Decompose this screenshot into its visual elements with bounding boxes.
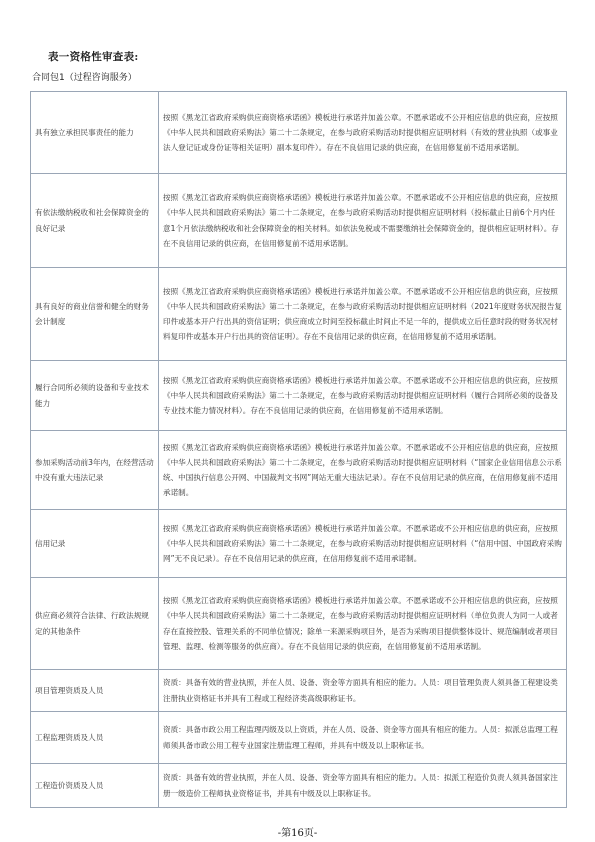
table-row	[31, 361, 567, 431]
description-cell: 按照《黑龙江省政府采购供应商资格承诺函》模板进行承诺并加盖公章。不愿承诺或不公开相应信息的供应商，应按照《中华人民共和国政府采购法》第二十二条规定，在参与政府采购活动时提供相应证明材料（有效的营业执照（或事业法人登记证或身份证等相关证明）副本复印件）。存在不良信用记录的供应商，在信用修复前不适用承诺制。	[159, 92, 567, 174]
page-number: -第16页-	[277, 828, 318, 839]
description-cell: 按照《黑龙江省政府采购供应商资格承诺函》模板进行承诺并加盖公章。不愿承诺或不公开相应信息的供应商，应按照《中华人民共和国政府采购法》第二十二条规定，在参与政府采购活动时提供相应证明材料（单位负责人为同一人或者存在直接控股、管理关系的不同单位情况；除单一来源采购项目外，是否为采购项目提供整体设计、规范编制或者项目管理、监理、检测等服务的供应商）。存在不良信用记录的供应商，在信用修复前不适用承诺制。	[159, 578, 567, 670]
description-cell: 资质：具备有效的营业执照，并在人员、设备、资金等方面具有相应的能力。人员：拟派工程造价负责人须具备国家注册一级造价工程师执业资格证书，并具有中级及以上职称证书。	[159, 764, 567, 808]
requirement-cell: 项目管理资质及人员	[31, 670, 159, 712]
description-cell: 按照《黑龙江省政府采购供应商资格承诺函》模板进行承诺并加盖公章。不愿承诺或不公开相应信息的供应商，应按照《中华人民共和国政府采购法》第二十二条规定，在参与政府采购活动时提供相应证明材料（“国家企业信用信息公示系统、中国执行信息公开网、中国裁判文书网”网站无重大违法记录）。存在不良信用记录的供应商，在信用修复前不适用承诺制。	[159, 431, 567, 510]
description-cell: 资质：具备有效的营业执照，并在人员、设备、资金等方面具有相应的能力。人员：项目管理负责人须具备工程建设类注册执业资格证书并具有工程或工程经济类高级职称证书。	[159, 670, 567, 712]
description-cell: 按照《黑龙江省政府采购供应商资格承诺函》模板进行承诺并加盖公章。不愿承诺或不公开相应信息的供应商，应按照《中华人民共和国政府采购法》第二十二条规定，在参与政府采购活动时提供相应证明材料（履行合同所必须的设备及专业技术能力情况材料）。存在不良信用记录的供应商，在信用修复前不适用承诺制。	[159, 361, 567, 431]
table-row	[31, 670, 567, 712]
requirement-cell: 履行合同所必须的设备和专业技术能力	[31, 361, 159, 431]
table-row	[31, 268, 567, 361]
description-cell: 按照《黑龙江省政府采购供应商资格承诺函》模板进行承诺并加盖公章。不愿承诺或不公开相应信息的供应商，应按照《中华人民共和国政府采购法》第二十二条规定，在参与政府采购活动时提供相应证明材料（2021年度财务状况报告复印件或基本开户行出具的资信证明；供应商成立时间至投标截止时间止不足一年的，提供成立后任意时段的财务状况材料复印件或基本开户行出具的资信证明）。存在不良信用记录的供应商，在信用修复前不适用承诺制。	[159, 268, 567, 361]
table-heading: 表一资格性审查表:	[48, 51, 139, 63]
table-row	[31, 431, 567, 510]
qualification-table	[30, 91, 567, 808]
package-label: 合同包1（过程咨询服务）	[32, 73, 137, 83]
requirement-cell: 参加采购活动前3年内，在经营活动中没有重大违法记录	[31, 431, 159, 510]
requirement-cell: 工程监理资质及人员	[31, 712, 159, 764]
description-cell: 按照《黑龙江省政府采购供应商资格承诺函》模板进行承诺并加盖公章。不愿承诺或不公开相应信息的供应商，应按照《中华人民共和国政府采购法》第二十二条规定，在参与政府采购活动时提供相应证明材料（“信用中国、中国政府采购网”无不良记录）。存在不良信用记录的供应商，在信用修复前不适用承诺制。	[159, 510, 567, 578]
requirement-cell: 供应商必须符合法律、行政法规规定的其他条件	[31, 578, 159, 670]
table-row	[31, 174, 567, 268]
requirement-cell: 具有良好的商业信誉和健全的财务会计制度	[31, 268, 159, 361]
requirement-cell: 具有独立承担民事责任的能力	[31, 92, 159, 174]
table-row	[31, 92, 567, 174]
table-row	[31, 712, 567, 764]
table-row	[31, 578, 567, 670]
requirement-cell: 信用记录	[31, 510, 159, 578]
table-row	[31, 510, 567, 578]
requirement-cell: 有依法缴纳税收和社会保障资金的良好记录	[31, 174, 159, 268]
description-cell: 资质：具备市政公用工程监理丙级及以上资质，并在人员、设备、资金等方面具有相应的能力。人员：拟派总监理工程师须具备市政公用工程专业国家注册监理工程师，并具有中级及以上职称证书。	[159, 712, 567, 764]
requirement-cell: 工程造价资质及人员	[31, 764, 159, 808]
description-cell: 按照《黑龙江省政府采购供应商资格承诺函》模板进行承诺并加盖公章。不愿承诺或不公开相应信息的供应商，应按照《中华人民共和国政府采购法》第二十二条规定，在参与政府采购活动时提供相应证明材料（投标截止日前6个月内任意1个月依法缴纳税收和社会保障资金的相关材料。如依法免税或不需要缴纳社会保障资金的，提供相应证明材料）。存在不良信用记录的供应商，在信用修复前不适用承诺制。	[159, 174, 567, 268]
table-row	[31, 764, 567, 808]
